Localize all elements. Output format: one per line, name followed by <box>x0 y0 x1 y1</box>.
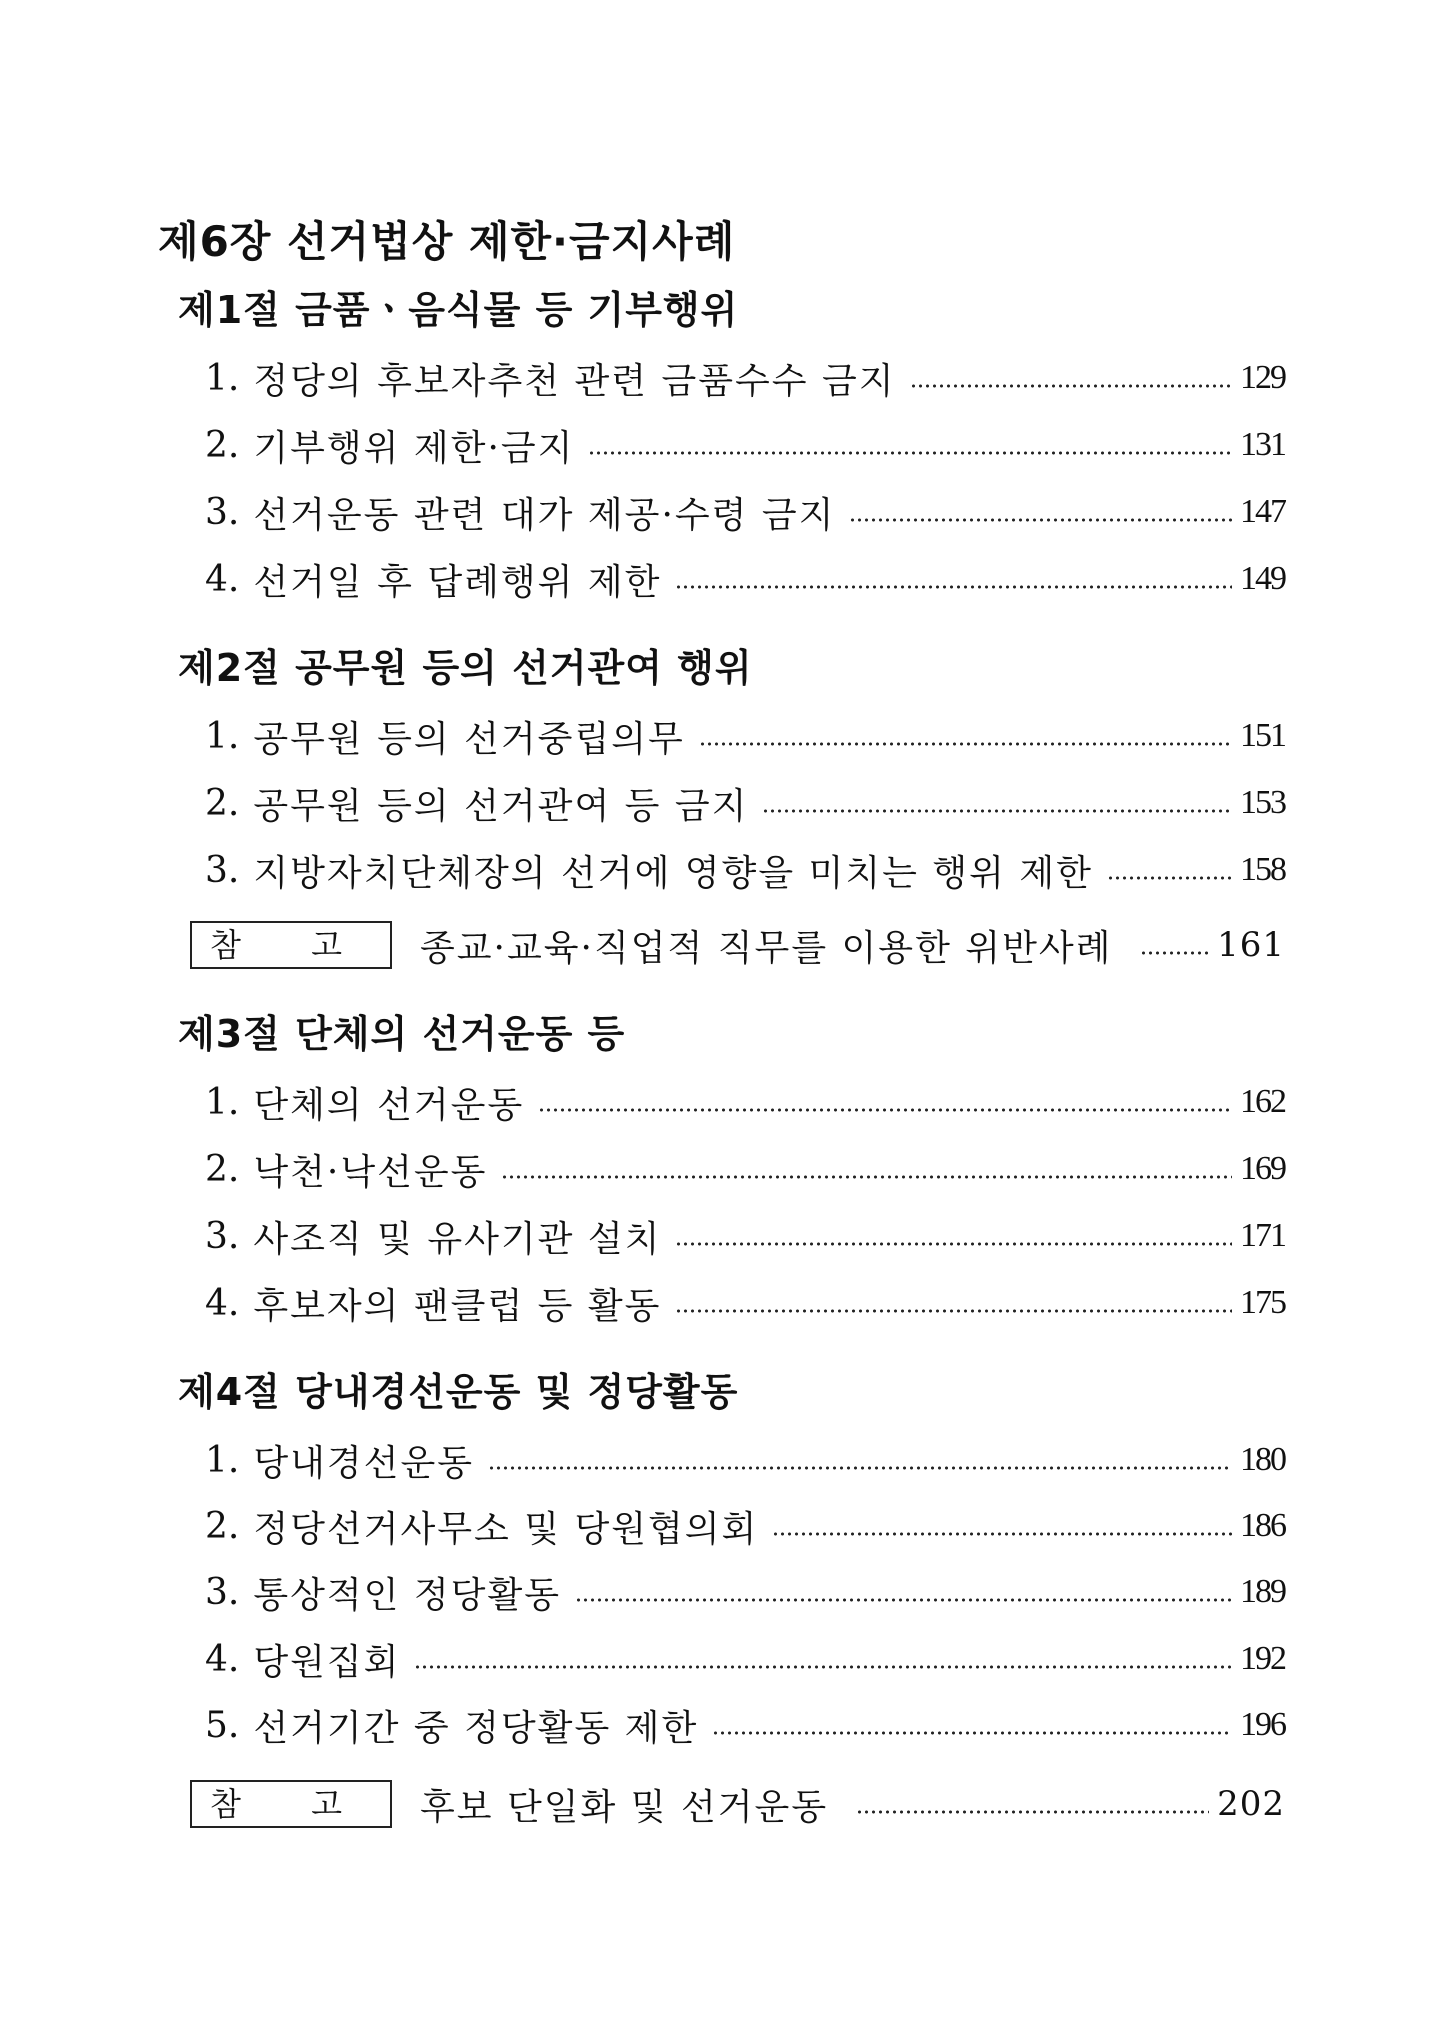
dot-leader <box>675 1309 1232 1313</box>
dot-leader <box>772 1532 1232 1536</box>
toc-entry[interactable] <box>205 1074 1285 1130</box>
dot-leader <box>488 1466 1232 1470</box>
dot-leader <box>675 585 1232 589</box>
entry-number: 5. <box>205 1704 240 1746</box>
entry-page-number: 171 <box>1240 1217 1285 1254</box>
entry-title: 정당선거사무소 및 당원협의회 <box>253 1508 759 1550</box>
entry-page-number: 196 <box>1240 1706 1285 1743</box>
reference-label-box: 참 고 <box>190 921 392 969</box>
entry-number: 3. <box>205 849 240 891</box>
entry-title: 당내경선운동 <box>253 1442 475 1484</box>
toc-entry[interactable] <box>205 708 1285 764</box>
entry-number: 1. <box>205 1081 240 1123</box>
entry-number: 1. <box>205 1439 240 1481</box>
section-title-3: 제3절 단체의 선거운동 등 <box>178 1012 626 1056</box>
toc-entry[interactable] <box>205 1697 1285 1753</box>
entry-title: 지방자치단체장의 선거에 영향을 미치는 행위 제한 <box>253 852 1093 894</box>
dot-leader <box>675 1242 1232 1246</box>
toc-entry[interactable] <box>205 551 1285 607</box>
toc-entry[interactable] <box>205 775 1285 831</box>
toc-entry[interactable] <box>205 842 1285 898</box>
entry-title: 사조직 및 유사기관 설치 <box>253 1218 662 1260</box>
entry-number: 3. <box>205 1215 240 1257</box>
reference-entry[interactable] <box>190 917 1285 973</box>
toc-entry[interactable] <box>205 1432 1285 1488</box>
section-title-2: 제2절 공무원 등의 선거관여 행위 <box>178 646 753 690</box>
entry-number: 1. <box>205 715 240 757</box>
entry-title: 당원집회 <box>253 1641 401 1683</box>
dot-leader <box>588 451 1232 455</box>
dot-leader <box>910 384 1232 388</box>
entry-page-number: 169 <box>1240 1150 1285 1187</box>
section-title-1: 제1절 금품ㆍ음식물 등 기부행위 <box>178 288 739 332</box>
entry-number: 2. <box>205 1505 240 1547</box>
dot-leader <box>501 1175 1232 1179</box>
entry-page-number: 180 <box>1240 1441 1285 1478</box>
entry-page-number: 189 <box>1240 1573 1285 1610</box>
dot-leader <box>856 1810 1209 1814</box>
dot-leader <box>712 1731 1232 1735</box>
toc-entry[interactable] <box>205 1498 1285 1554</box>
dot-leader <box>1140 951 1209 955</box>
entry-number: 4. <box>205 558 240 600</box>
entry-title: 선거기간 중 정당활동 제한 <box>253 1707 699 1749</box>
entry-page-number: 149 <box>1240 560 1285 597</box>
dot-leader <box>575 1598 1232 1602</box>
reference-title: 종교·교육·직업적 직무를 이용한 위반사례 <box>420 927 1113 969</box>
reference-page-number: 202 <box>1217 1784 1285 1824</box>
entry-number: 1. <box>205 357 240 399</box>
entry-title: 공무원 등의 선거중립의무 <box>253 718 685 760</box>
dot-leader <box>1107 876 1232 880</box>
toc-entry[interactable] <box>205 350 1285 406</box>
entry-page-number: 153 <box>1240 784 1285 821</box>
entry-number: 4. <box>205 1638 240 1680</box>
entry-title: 선거운동 관련 대가 제공·수령 금지 <box>253 494 836 536</box>
entry-number: 3. <box>205 491 240 533</box>
reference-entry[interactable] <box>190 1776 1285 1832</box>
dot-leader <box>538 1108 1232 1112</box>
toc-entry[interactable] <box>205 484 1285 540</box>
entry-number: 4. <box>205 1282 240 1324</box>
entry-page-number: 158 <box>1240 851 1285 888</box>
dot-leader <box>699 742 1232 746</box>
toc-entry[interactable] <box>205 1141 1285 1197</box>
reference-page-number: 161 <box>1217 925 1285 965</box>
entry-page-number: 129 <box>1240 359 1285 396</box>
entry-title: 낙천·낙선운동 <box>253 1151 488 1193</box>
entry-page-number: 131 <box>1240 426 1285 463</box>
dot-leader <box>414 1665 1232 1669</box>
entry-title: 정당의 후보자추천 관련 금품수수 금지 <box>253 360 896 402</box>
dot-leader <box>849 518 1232 522</box>
entry-title: 공무원 등의 선거관여 등 금지 <box>253 785 749 827</box>
entry-title: 통상적인 정당활동 <box>253 1574 562 1616</box>
toc-entry[interactable] <box>205 417 1285 473</box>
entry-page-number: 151 <box>1240 717 1285 754</box>
toc-entry[interactable] <box>205 1564 1285 1620</box>
entry-page-number: 186 <box>1240 1507 1285 1544</box>
entry-title: 기부행위 제한·금지 <box>253 427 575 469</box>
entry-title: 선거일 후 답례행위 제한 <box>253 561 662 603</box>
entry-number: 2. <box>205 1148 240 1190</box>
toc-entry[interactable] <box>205 1631 1285 1687</box>
toc-entry[interactable] <box>205 1208 1285 1264</box>
entry-number: 3. <box>205 1571 240 1613</box>
entry-page-number: 147 <box>1240 493 1285 530</box>
toc-entry[interactable] <box>205 1275 1285 1331</box>
reference-label-box: 참 고 <box>190 1780 392 1828</box>
entry-page-number: 175 <box>1240 1284 1285 1321</box>
chapter-title: 제6장 선거법상 제한·금지사례 <box>158 217 736 266</box>
dot-leader <box>762 809 1232 813</box>
entry-title: 후보자의 팬클럽 등 활동 <box>253 1285 662 1327</box>
entry-page-number: 192 <box>1240 1640 1285 1677</box>
section-title-4: 제4절 당내경선운동 및 정당활동 <box>178 1370 739 1414</box>
reference-title: 후보 단일화 및 선거운동 <box>420 1786 829 1828</box>
entry-number: 2. <box>205 782 240 824</box>
entry-number: 2. <box>205 424 240 466</box>
entry-title: 단체의 선거운동 <box>253 1084 525 1126</box>
entry-page-number: 162 <box>1240 1083 1285 1120</box>
